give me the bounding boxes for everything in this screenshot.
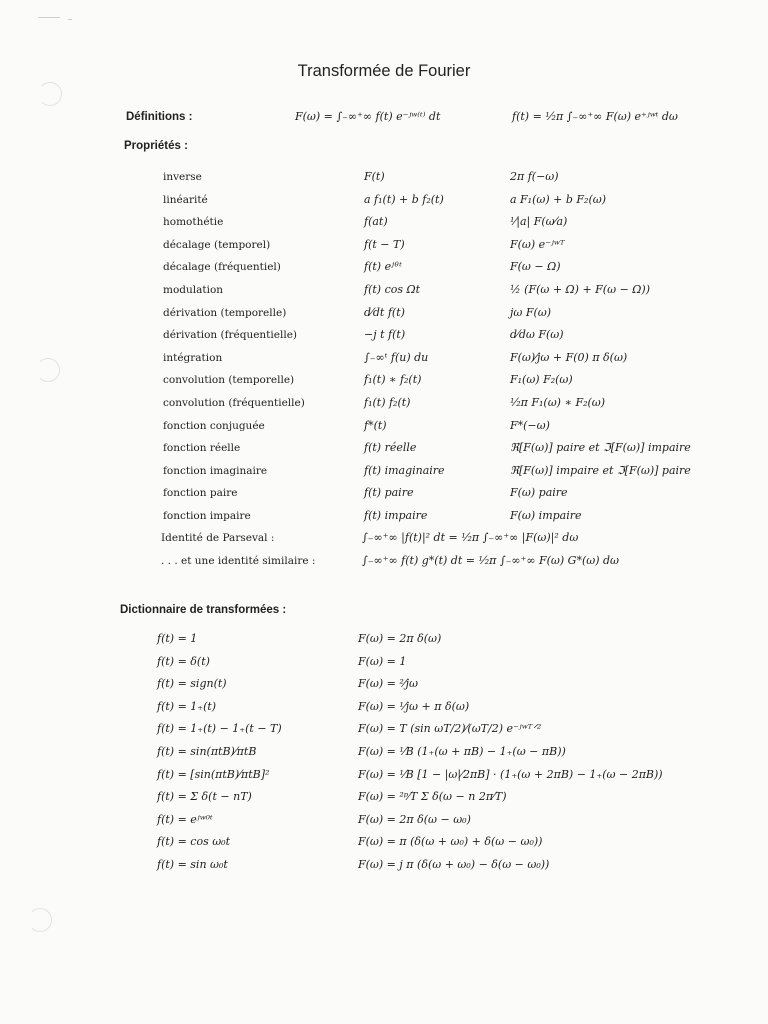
transform-frequency-function: F(ω) = ²⁄jω: [358, 677, 419, 691]
property-time-domain: f(t) paire: [364, 486, 414, 500]
transform-time-function: f(t) = 1: [157, 632, 198, 645]
property-frequency-domain: ½ (F(ω + Ω) + F(ω − Ω)): [510, 283, 650, 296]
transform-time-function: f(t) = sign(t): [157, 677, 227, 691]
property-frequency-domain: ¹⁄₂π F₁(ω) ∗ F₂(ω): [510, 396, 606, 409]
property-name: fonction paire: [163, 487, 238, 500]
property-time-domain: ∫₋∞ᵗ f(u) du: [364, 350, 429, 364]
property-name: fonction réelle: [163, 442, 241, 455]
property-name: convolution (fréquentielle): [163, 397, 305, 409]
property-time-domain: F(t): [364, 170, 385, 183]
property-time-domain: f(t − T): [364, 237, 405, 251]
property-name: linéarité: [163, 193, 208, 206]
transform-time-function: f(t) = sin ω₀t: [157, 858, 228, 871]
transform-frequency-function: F(ω) = ¹⁄jω + π δ(ω): [358, 699, 470, 713]
definitions-heading: Définitions :: [126, 111, 193, 123]
scan-mark: [38, 17, 60, 18]
punch-hole: [38, 82, 62, 106]
property-frequency-domain: ¹⁄|a| F(ω⁄a): [510, 215, 568, 229]
property-time-domain: f(t) eʲᶿᵗ: [364, 260, 402, 274]
transform-frequency-function: F(ω) = π (δ(ω + ω₀) + δ(ω − ω₀)): [358, 835, 543, 849]
transform-time-function: f(t) = eʲʷ⁰ᵗ: [157, 812, 213, 826]
dictionary-heading: Dictionnaire de transformées :: [120, 604, 287, 616]
property-name: fonction imaginaire: [163, 464, 268, 477]
similar-identity-label: . . . et une identité similaire :: [161, 555, 316, 567]
property-frequency-domain: F(ω)⁄jω + F(0) π δ(ω): [510, 350, 628, 364]
property-name: dérivation (temporelle): [163, 306, 287, 319]
property-name: décalage (temporel): [163, 238, 271, 251]
property-time-domain: f₁(t) f₂(t): [364, 396, 411, 409]
property-name: intégration: [163, 351, 223, 364]
parseval-formula: ∫₋∞⁺∞ |f(t)|² dt = ¹⁄₂π ∫₋∞⁺∞ |F(ω)|² dω: [362, 531, 579, 544]
property-name: décalage (fréquentiel): [163, 261, 281, 274]
transform-frequency-function: F(ω) = 2π δ(ω − ω₀): [358, 812, 471, 826]
fourier-inverse-formula: f(t) = ¹⁄₂π ∫₋∞⁺∞ F(ω) e⁺ʲʷᵗ dω: [512, 110, 678, 123]
property-frequency-domain: 2π f(−ω): [510, 170, 559, 183]
page-title: Transformée de Fourier: [297, 62, 471, 80]
property-frequency-domain: jω F(ω): [510, 305, 552, 319]
properties-heading: Propriétés :: [124, 140, 188, 152]
transform-frequency-function: F(ω) = ¹⁄B (1₊(ω + πB) − 1₊(ω − πB)): [358, 745, 566, 758]
fourier-forward-formula: F(ω) = ∫₋∞⁺∞ f(t) e⁻ʲʷ⁽ᵗ⁾ dt: [295, 110, 441, 123]
similar-identity-formula: ∫₋∞⁺∞ f(t) g*(t) dt = ¹⁄₂π ∫₋∞⁺∞ F(ω) G*(ω) dω: [362, 554, 620, 567]
property-time-domain: a f₁(t) + b f₂(t): [364, 192, 444, 206]
property-time-domain: f₁(t) ∗ f₂(t): [364, 373, 422, 387]
transform-frequency-function: F(ω) = ²ᵖ⁄T Σ δ(ω − n 2π⁄T): [358, 790, 507, 804]
property-frequency-domain: d⁄dω F(ω): [510, 328, 564, 342]
property-name: inverse: [163, 171, 202, 183]
property-name: fonction conjuguée: [163, 419, 265, 432]
transform-time-function: f(t) = [sin(πtB)⁄πtB]²: [157, 767, 270, 781]
property-frequency-domain: F(ω − Ω): [510, 260, 561, 274]
property-time-domain: d⁄dt f(t): [364, 305, 405, 319]
property-name: fonction impaire: [163, 510, 251, 522]
property-time-domain: f*(t): [364, 418, 387, 432]
scan-mark: [68, 19, 72, 20]
transform-frequency-function: F(ω) = ¹⁄B [1 − |ω|⁄2πB] · (1₊(ω + 2πB) − 1₊(ω − 2πB)): [358, 767, 663, 781]
property-time-domain: f(t) réelle: [364, 441, 417, 455]
property-frequency-domain: ℜ[F(ω)] impaire et ℑ[F(ω)] paire: [510, 463, 691, 477]
property-name: dérivation (fréquentielle): [163, 329, 297, 342]
property-frequency-domain: F(ω) e⁻ʲʷᵀ: [510, 237, 565, 251]
transform-time-function: f(t) = δ(t): [157, 654, 210, 668]
transform-frequency-function: F(ω) = 1: [358, 654, 407, 668]
property-frequency-domain: a F₁(ω) + b F₂(ω): [510, 192, 606, 206]
property-time-domain: f(t) cos Ωt: [364, 283, 421, 296]
property-frequency-domain: F*(−ω): [510, 418, 550, 432]
property-frequency-domain: F(ω) impaire: [510, 509, 582, 522]
transform-time-function: f(t) = Σ δ(t − nT): [157, 790, 252, 804]
property-frequency-domain: ℜ[F(ω)] paire et ℑ[F(ω)] impaire: [510, 441, 691, 455]
property-time-domain: f(at): [364, 215, 388, 229]
property-time-domain: f(t) imaginaire: [364, 463, 445, 477]
transform-frequency-function: F(ω) = T (sin ωT/2)⁄(ωT/2) e⁻ʲʷᵀᐟ²: [358, 722, 542, 736]
property-time-domain: −j t f(t): [364, 328, 406, 342]
parseval-label: Identité de Parseval :: [161, 532, 275, 544]
transform-frequency-function: F(ω) = 2π δ(ω): [358, 632, 442, 645]
property-name: homothétie: [163, 216, 224, 229]
transform-frequency-function: F(ω) = j π (δ(ω + ω₀) − δ(ω − ω₀)): [358, 858, 550, 871]
transform-time-function: f(t) = cos ω₀t: [157, 835, 231, 849]
property-name: convolution (temporelle): [163, 374, 295, 387]
transform-time-function: f(t) = sin(πtB)⁄πtB: [157, 745, 257, 758]
property-frequency-domain: F(ω) paire: [510, 486, 568, 500]
property-time-domain: f(t) impaire: [364, 509, 428, 522]
punch-hole: [36, 358, 60, 382]
transform-time-function: f(t) = 1₊(t): [157, 699, 217, 713]
punch-hole: [28, 908, 52, 932]
property-frequency-domain: F₁(ω) F₂(ω): [510, 373, 573, 387]
property-name: modulation: [163, 284, 224, 296]
transform-time-function: f(t) = 1₊(t) − 1₊(t − T): [157, 722, 282, 736]
